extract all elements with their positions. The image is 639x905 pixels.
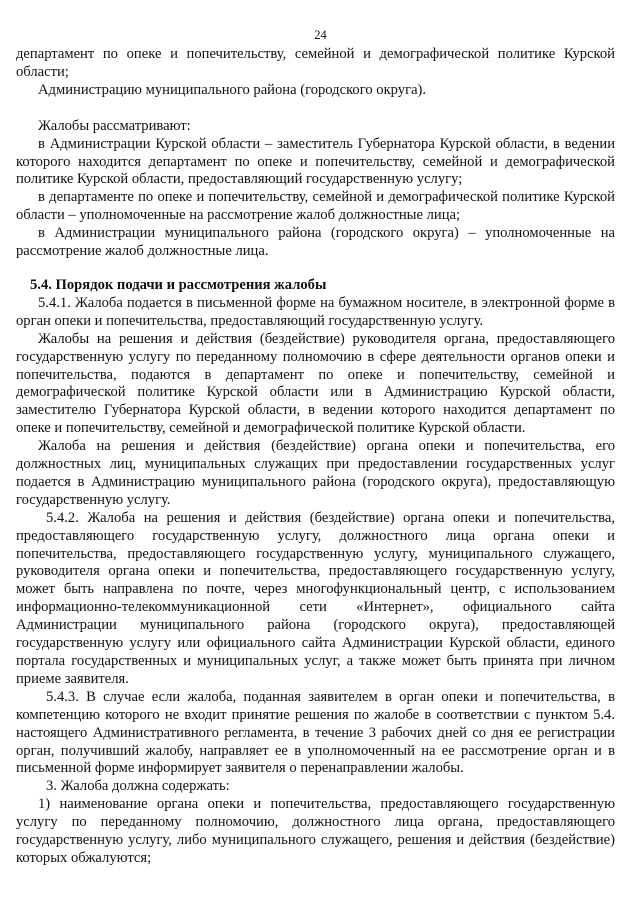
section-paragraph: 5.4.2. Жалоба на решения и действия (бездействие) органа опеки и попечительства, предоставляющего государственную услугу, должностного лица органа опеки и попечительства, предоставляющего государственную услугу, муниципального служащего, руководителя органа опеки и попечительства, предоставляющего государственную услугу, может быть направлена по почте, через многофункциональный центр, с использованием информационно-телекоммуникационной сети «Интернет», официального сайта Администрации муниципального района (городского округа), предоставляющей государственную услугу или официального сайта Администрации Курской области, единого портала государственных и муниципальных услуг, а также может быть принята при личном приеме заявителя. xyxy=(16,509,615,687)
complaints-considered-intro: Жалобы рассматривают: xyxy=(38,117,191,134)
paragraph-department: департамент по опеке и попечительству, семейной и демографической политике Курской области; xyxy=(16,46,615,80)
complaints-considered-item: в Администрации муниципального района (городского округа) – уполномоченные на рассмотрение жалоб должностные лица. xyxy=(16,225,615,260)
complaints-considered-item: в департаменте по опеке и попечительству, семейной и демографической политике Курской области – уполномоченные на рассмотрение жалоб должностные лица; xyxy=(16,189,615,224)
section-paragraph: 5.4.1. Жалоба подается в письменной форме на бумажном носителе, в электронной форме в орган опеки и попечительства, предоставляющий государственную услугу. xyxy=(16,294,615,329)
section-paragraph: Жалоба на решения и действия (бездействие) органа опеки и попечительства, его должностных лиц, муниципальных служащих при предоставлении государственных услуг подается в Администрацию муниципального района (городского округа), предоставляющую государственную услугу. xyxy=(16,438,615,508)
section-paragraph: 5.4.3. В случае если жалоба, поданная заявителем в орган опеки и попечительства, в компетенцию которого не входит принятие решения по жалобе в соответствии с пунктом 5.4. настоящего Административного регламента, в течение 3 рабочих дней со дня ее регистрации орган, получивший жалобу, направляет ее в уполномоченный на ее рассмотрение орган и в письменной форме информирует заявителя о перенаправлении жалобы. xyxy=(16,688,615,777)
complaints-considered-item: в Администрации Курской области – заместитель Губернатора Курской области, в ведении которого находится департамент по опеке и попечительству, семейной и демографической политике Курской области, предоставляющий государственную услугу; xyxy=(16,135,615,188)
section-paragraph: 1) наименование органа опеки и попечительства, предоставляющего государственную услугу по переданному полномочию, должностного лица органа, предоставляющего государственную услугу, либо муниципального служащего, решения и действия (бездействие) которых обжалуются; xyxy=(16,796,615,866)
section-paragraph: 3. Жалоба должна содержать: xyxy=(46,778,230,795)
paragraph-municipal-administration: Администрацию муниципального района (городского округа). xyxy=(38,81,427,98)
section-paragraph: Жалобы на решения и действия (бездействие) руководителя органа, предоставляющего государственную услугу по переданному полномочию в сфере деятельности органов опеки и попечительства, подаются в департамент по опеке и попечительству, семейной и демографической политике Курской области или в Администрацию Курской области, заместителю Губернатора Курской области, в ведении которого находится департамент по опеке и попечительству, семейной и демографической политике Курской области. xyxy=(16,330,615,437)
page-number: 24 xyxy=(314,28,327,42)
section-heading: 5.4. Порядок подачи и рассмотрения жалобы xyxy=(30,276,327,293)
spacer xyxy=(16,100,615,118)
spacer xyxy=(16,261,615,277)
